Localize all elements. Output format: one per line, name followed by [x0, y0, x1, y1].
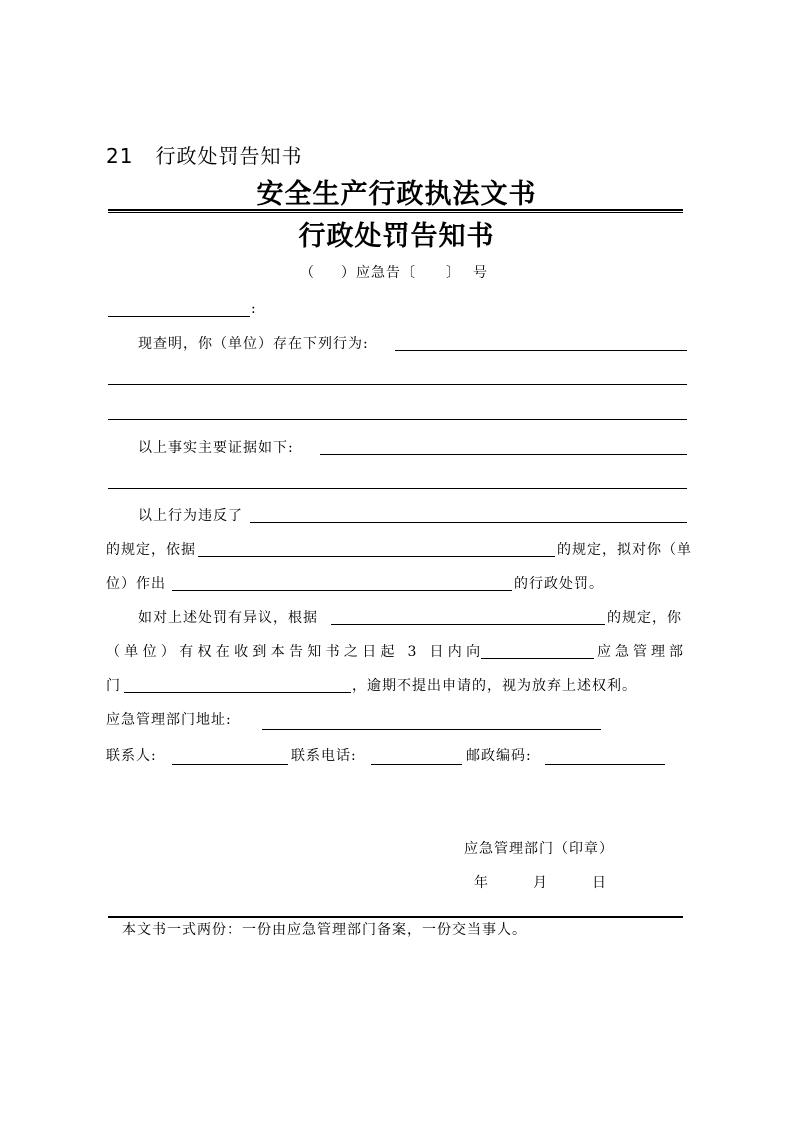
title-double-rule: [108, 209, 683, 213]
document-title: 行政处罚告知书: [298, 221, 495, 252]
evidence-label: 以上事实主要证据如下:: [138, 440, 294, 456]
objection-label: 如对上述处罚有异议，根据: [138, 610, 318, 626]
document-series-title: 安全生产行政执法文书: [256, 179, 537, 210]
basis-provision-blank[interactable]: [198, 556, 555, 557]
doc-number-prefix: 应急告: [356, 265, 401, 281]
contact-blank[interactable]: [172, 764, 288, 765]
doc-number-open-paren: （: [300, 265, 315, 281]
doc-number-close-paren: ）: [341, 265, 356, 281]
findings-blank-1[interactable]: [395, 350, 687, 351]
department-blank[interactable]: [481, 658, 594, 659]
findings-label: 现查明，你（单位）存在下列行为:: [138, 336, 369, 352]
phone-label: 联系电话:: [291, 748, 357, 764]
postcode-blank[interactable]: [545, 764, 665, 765]
objection-provision-text: 的规定，你: [607, 610, 682, 626]
address-label: 应急管理部门地址:: [106, 712, 232, 728]
footer-rule: [108, 916, 683, 918]
doc-number-close-bracket: 〕: [446, 265, 461, 281]
date-year: 年: [474, 875, 489, 891]
contact-label: 联系人:: [106, 748, 157, 764]
department-name-blank[interactable]: [124, 692, 351, 693]
address-blank[interactable]: [262, 729, 601, 730]
violated-law-blank[interactable]: [250, 522, 687, 523]
date-line: [474, 874, 607, 892]
doc-number-open-bracket: 〔: [401, 265, 416, 281]
addressee-colon: :: [251, 301, 257, 317]
waiver-text: ，逾期不提出申请的，视为放弃上述权利。: [352, 678, 637, 694]
evidence-blank-2[interactable]: [108, 488, 687, 489]
objection-provision-blank[interactable]: [331, 624, 605, 625]
date-day: 日: [592, 875, 607, 891]
section-number: 21: [106, 144, 134, 168]
doc-number-suffix: 号: [473, 265, 488, 281]
document-number: [300, 264, 488, 282]
section-heading: [106, 140, 302, 169]
penalty-blank[interactable]: [172, 590, 512, 591]
provision-text-b: 的规定，拟对你（单: [557, 542, 692, 558]
postcode-label: 邮政编码:: [466, 748, 532, 764]
date-month: 月: [533, 875, 548, 891]
addressee-blank[interactable]: [108, 316, 250, 317]
objection-rights-text: （单位）有权在收到本告知书之日起 3 日内向: [106, 644, 485, 660]
department-text: 应急管理部: [597, 644, 687, 660]
findings-blank-2[interactable]: [108, 384, 687, 385]
violation-label: 以上行为违反了: [138, 508, 243, 524]
unit-make-label: 位）作出: [106, 576, 166, 592]
evidence-blank-1[interactable]: [320, 454, 687, 455]
penalty-end-text: 的行政处罚。: [514, 576, 604, 592]
department-text-end: 门: [106, 678, 121, 694]
provision-text-a: 的规定，依据: [106, 542, 196, 558]
stamp-label: 应急管理部门（印章）: [464, 841, 614, 857]
phone-blank[interactable]: [371, 764, 462, 765]
findings-blank-3[interactable]: [108, 419, 687, 420]
footer-note: 本文书一式两份：一份由应急管理部门备案，一份交当事人。: [122, 922, 527, 938]
section-title: 行政处罚告知书: [155, 144, 303, 168]
